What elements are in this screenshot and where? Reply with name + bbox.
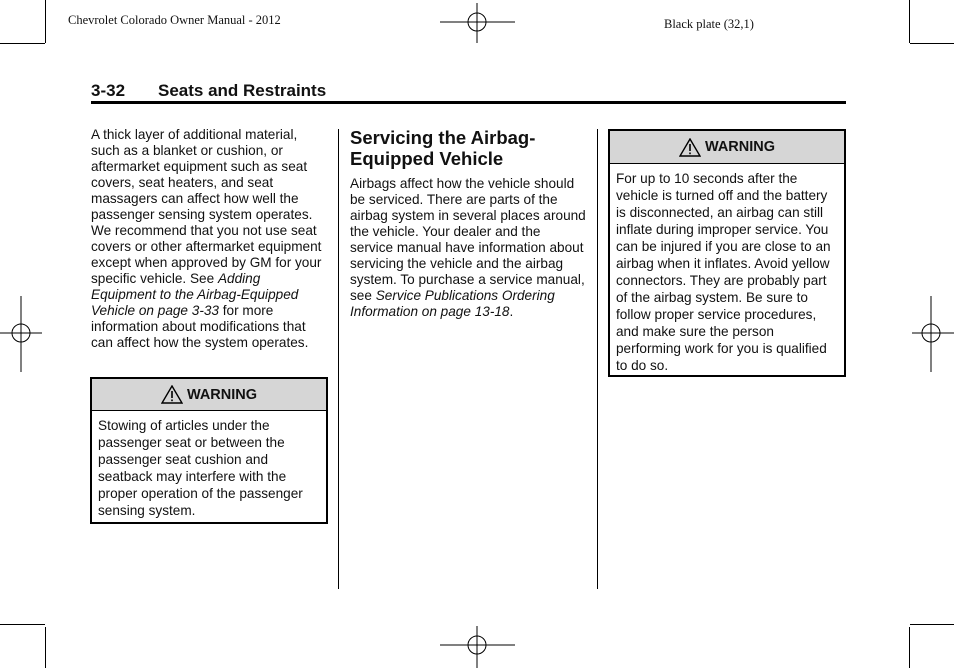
paragraph-servicing: Airbags affect how the vehicle should be serviced. There are parts of the airbag system in several places around the vehicle. Your dealer and the service manual have information about servicing the vehicle and the airbag system. To purchase a service manual, see Service Publications Ordering Information on page 13-18. [350,176,586,319]
cross-reference-link[interactable]: Adding Equipment to the Airbag-Equipped Vehicle on page 3-33 [91,271,299,318]
registration-mark-left-icon [0,296,42,372]
column-divider-2 [597,129,598,589]
column-divider-1 [338,129,339,589]
warning-text: For up to 10 seconds after the vehicle is turned off and the battery is disconnected, an airbag can still inflate during improper service. You can be injured if you are close to an airbag when it inflates. Avoid yellow connectors. They are probably part of the airbag system. Be sure to follow proper service procedures, and make sure the person performing work for you is qualified to do so. [616,171,831,373]
warning-triangle-icon [679,138,701,157]
section-rule [91,101,846,104]
warning-box-airbag-service [608,129,846,377]
page-number: 3-32 [91,81,126,100]
section-title: Seats and Restraints [158,81,327,100]
warning-header [92,379,326,411]
servicing-heading: Servicing the Airbag-Equipped Vehicle [350,127,536,169]
cross-reference-link[interactable]: Service Publications Ordering Information on page 13-18 [350,288,555,319]
paragraph-seat-equipment: A thick layer of additional material, such as a blanket or cushion, or aftermarket equipment such as seat covers, seat heaters, and seat massagers can affect how well the passenger sensing system operates. We recommend that you not use seat covers or other aftermarket equipment except when approved by GM for your specific vehicle. See Adding Equipment to the Airbag-Equipped Vehicle on page 3-33 for more information about modifications that can affect how the system operates. [91,127,322,350]
column-2 [350,127,586,320]
registration-mark-bottom-icon [440,626,515,668]
warning-label: WARNING [186,386,258,403]
registration-mark-top-icon [440,3,515,43]
column-1 [91,127,329,351]
section-header [91,81,326,101]
warning-header [610,131,844,164]
plate-label: Black plate (32,1) [664,17,754,31]
warning-triangle-icon [161,385,183,404]
warning-label: WARNING [704,139,776,155]
manual-title: Chevrolet Colorado Owner Manual - 2012 [68,13,281,27]
warning-text: Stowing of articles under the passenger seat or between the passenger seat cushion and seatback may interfere with the proper operation of the passenger sensing system. [98,418,303,518]
registration-mark-right-icon [912,296,954,372]
warning-box-stowing [90,377,328,524]
